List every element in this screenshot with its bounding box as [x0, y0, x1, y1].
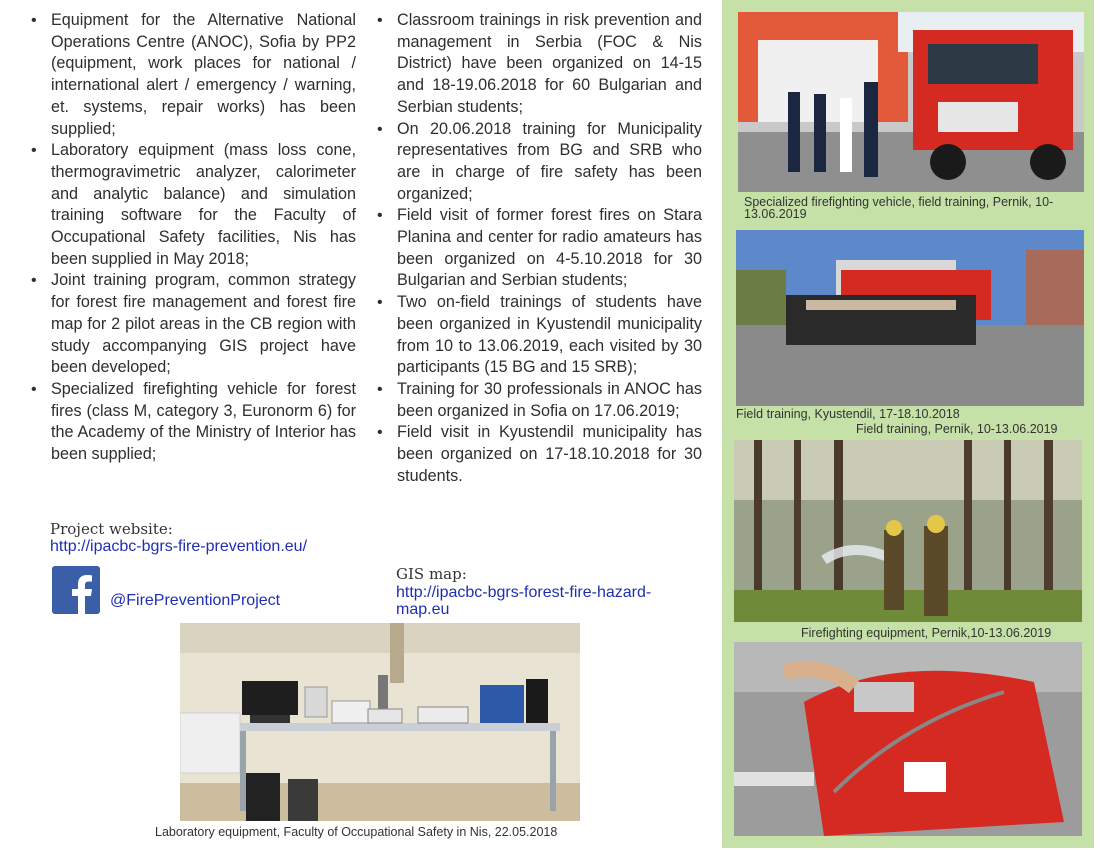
website-link[interactable]: http://ipacbc-bgrs-fire-prevention.eu/ [50, 538, 308, 555]
website-label: Project website: [50, 520, 173, 538]
middle-column [372, 10, 702, 487]
laboratory-photo-caption: Laboratory equipment, Faculty of Occupational Safety in Nis, 22.05.2018 [155, 825, 558, 839]
firefighting-equipment-photo [734, 642, 1082, 836]
facebook-handle-link[interactable]: @FirePreventionProject [110, 592, 281, 609]
left-bullet-item-3: • Joint training program, common strategy for forest fire management and forest fire map for 2 pilot areas in the CB region with study accompanying GIS project have been developed; [26, 270, 356, 379]
middle-bullet-item-5: • Training for 30 professionals in ANOC has been organized in Sofia on 17.06.2019; [372, 379, 702, 422]
firefighting-vehicle-photo [738, 12, 1084, 192]
group-training-photo [736, 230, 1084, 406]
middle-bullet-list [372, 10, 702, 487]
middle-bullet-item-1: • Classroom trainings in risk prevention and management in Serbia (FOC & Nis District) have been organized on 14-15 and 18-19.06.2018 for 60 Bulgarian and Serbian students; [372, 10, 702, 119]
group-photo-caption-1: Field training, Kyustendil, 17-18.10.2018 [736, 407, 960, 421]
middle-bullet-item-3: • Field visit of former forest fires on Stara Planina and center for radio amateurs has been organized on 4-5.10.2018 for 30 Bulgarian and Serbian students; [372, 205, 702, 292]
forest-firefighting-photo [734, 440, 1082, 622]
forest-photo-caption: Firefighting equipment, Pernik,10-13.06.2019 [801, 626, 1052, 640]
laboratory-equipment-photo [180, 623, 580, 821]
middle-bullet-item-6: • Field visit in Kyustendil municipality has been organized on 17-18.10.2018 for 30 students. [372, 422, 702, 487]
gis-map-link[interactable]: http://ipacbc-bgrs-forest-fire-hazard-map.eu [396, 584, 652, 618]
vehicle-photo-caption: Specialized firefighting vehicle, field training, Pernik, 10-13.06.2019 [744, 195, 1054, 221]
gis-map-label: GIS map: [396, 565, 467, 583]
middle-bullet-item-4: • Two on-field trainings of students have been organized in Kyustendil municipality from 10 to 13.06.2019, each visited by 30 participants (15 BG and 15 SRB); [372, 292, 702, 379]
left-column [26, 10, 356, 466]
left-bullet-item-4: • Specialized firefighting vehicle for forest fires (class M, category 3, Euronorm 6) for the Academy of the Ministry of Interior has been supplied; [26, 379, 356, 466]
left-bullet-list [26, 10, 356, 466]
left-bullet-item-2: • Laboratory equipment (mass loss cone, thermogravimetric analyzer, calorimeter and analytic balance) and simulation training software for the Faculty of Occupational Safety facilities, Nis has been supplied in May 2018; [26, 140, 356, 270]
group-photo-caption-2: Field training, Pernik, 10-13.06.2019 [856, 422, 1058, 436]
middle-bullet-item-2: • On 20.06.2018 training for Municipality representatives from BG and SRB who are in charge of fire safety has been organized; [372, 119, 702, 206]
facebook-icon[interactable] [52, 566, 100, 614]
left-bullet-item-1: • Equipment for the Alternative National Operations Centre (ANOC), Sofia by PP2 (equipment, work places for national / international alert / emergency / warning, et. systems, repair works) has been supplied; [26, 10, 356, 140]
